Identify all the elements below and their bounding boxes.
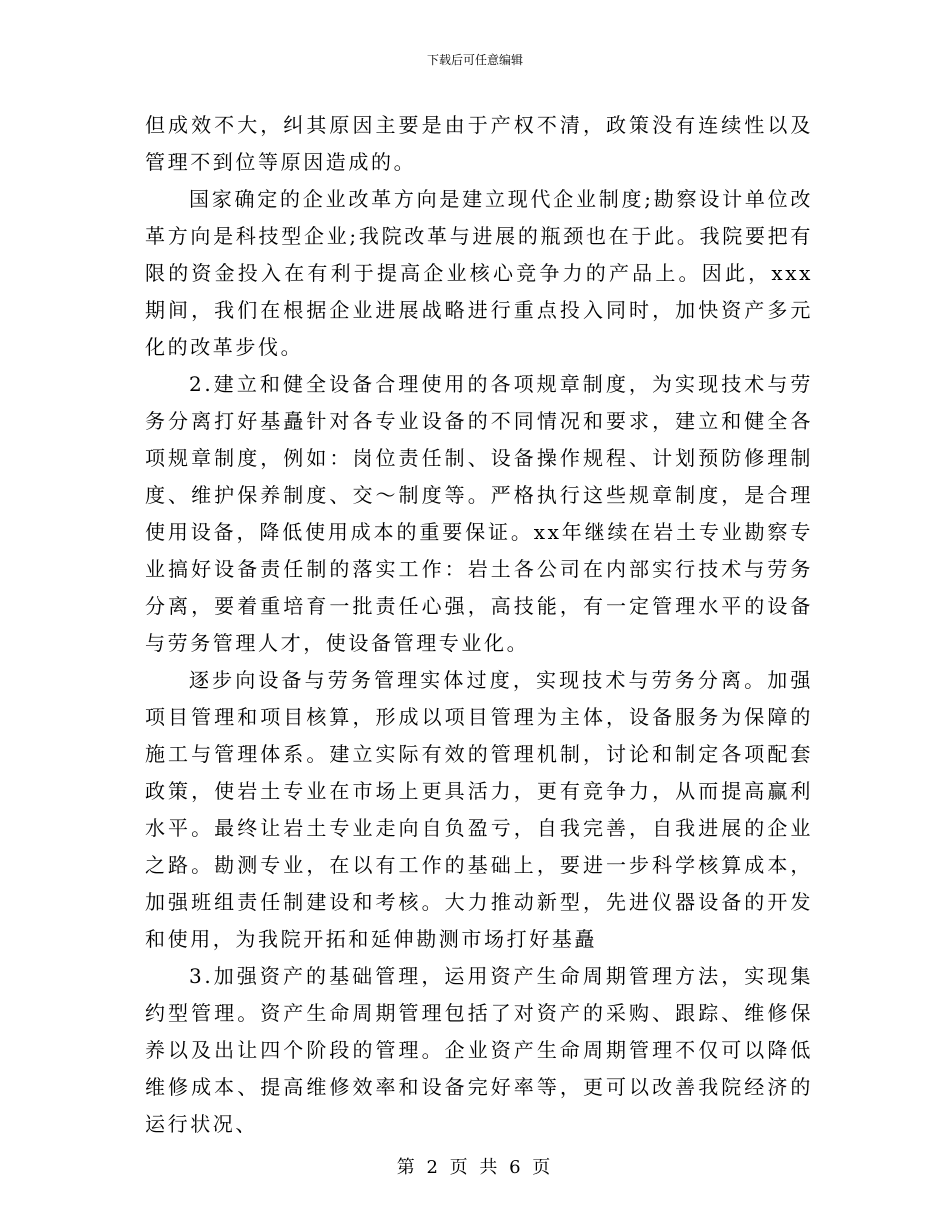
- document-body: [145, 107, 813, 1143]
- paragraph-1: 但成效不大，纠其原因主要是由于产权不清，政策没有连续性以及管理不到位等原因造成的。: [145, 113, 813, 174]
- paragraph-4: 逐步向设备与劳务管理实体过度，实现技术与劳务分离。加强项目管理和项目核算，形成以项目管理为主体，设备服务为保障的施工与管理体系。建立实际有效的管理机制，讨论和制定各项配套政策，使岩土专业在市场上更具活力，更有竞争力，从而提高赢利水平。最终让岩土专业走向自负盈亏，自我完善，自我进展的企业之路。勘测专业，在以有工作的基础上，要进一步科学核算成本，加强班组责任制建设和考核。大力推动新型，先进仪器设备的开发和使用，为我院开拓和延伸勘测市场打好基矗: [145, 668, 813, 951]
- page-footer: 第 2 页 共 6 页: [396, 1157, 554, 1178]
- paragraph-2: 国家确定的企业改革方向是建立现代企业制度;勘察设计单位改革方向是科技型企业;我院改革与进展的瓶颈也在于此。我院要把有限的资金投入在有利于提高企业核心竞争力的产品上。因此，xxx期间，我们在根据企业进展战略进行重点投入同时，加快资产多元化的改革步伐。: [145, 187, 813, 359]
- page-header: 下载后可任意编辑: [426, 53, 523, 67]
- paragraph-5: 3.加强资产的基础管理，运用资产生命周期管理方法，实现集约型管理。资产生命周期管理包括了对资产的采购、跟踪、维修保养以及出让四个阶段的管理。企业资产生命周期管理不仅可以降低维修成本、提高维修效率和设备完好率等，更可以改善我院经济的运行状况、: [145, 964, 813, 1136]
- paragraph-3: 2.建立和健全设备合理使用的各项规章制度，为实现技术与劳务分离打好基矗针对各专业设备的不同情况和要求，建立和健全各项规章制度，例如：岗位责任制、设备操作规程、计划预防修理制度、维护保养制度、交～制度等。严格执行这些规章制度，是合理使用设备，降低使用成本的重要保证。xx年继续在岩土专业勘察专业搞好设备责任制的落实工作：岩土各公司在内部实行技术与劳务分离，要着重培育一批责任心强，高技能，有一定管理水平的设备与劳务管理人才，使设备管理专业化。: [145, 372, 813, 655]
